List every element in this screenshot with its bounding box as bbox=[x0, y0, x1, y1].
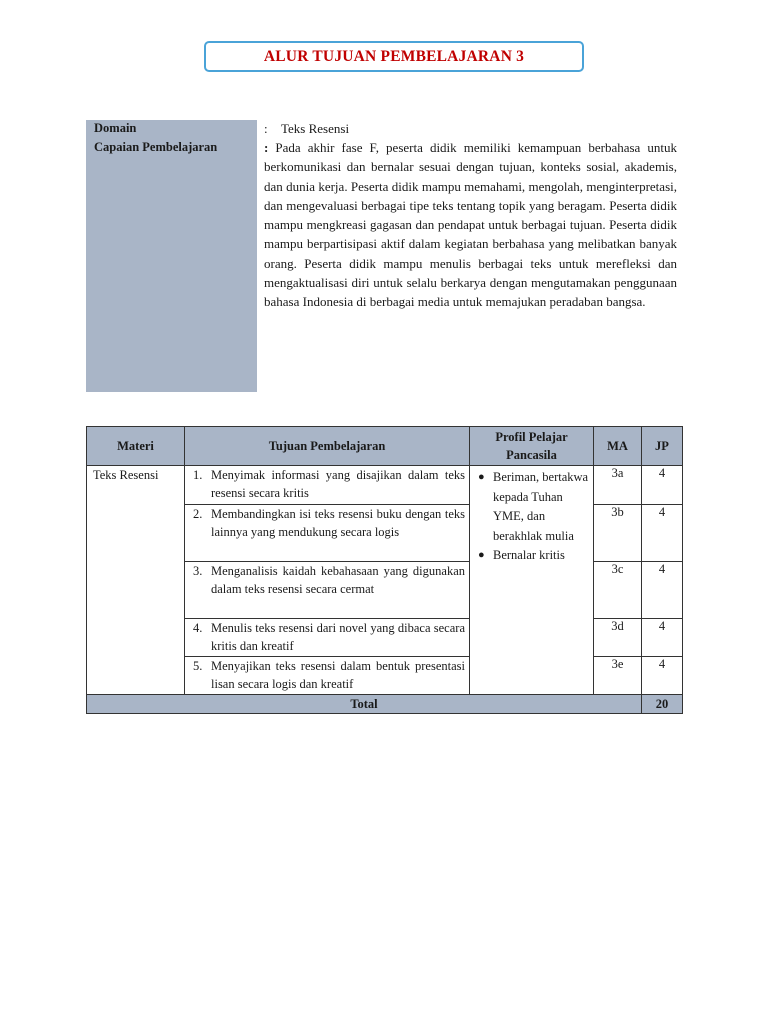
tujuan-text: Menyajikan teks resensi dalam bentuk presentasi lisan secara logis dan kreatif bbox=[211, 659, 465, 691]
jp-cell: 4 bbox=[642, 466, 683, 505]
tujuan-number: 3. bbox=[193, 564, 203, 578]
profil-text: Beriman, bertakwa kepada Tuhan YME, dan berakhlak mulia bbox=[493, 470, 589, 543]
cp-colon: : bbox=[264, 140, 269, 155]
header-profil: Profil Pelajar Pancasila bbox=[470, 427, 594, 466]
cp-text: Pada akhir fase F, peserta didik memiliki kemampuan berbahasa untuk berkomunikasi dan bernalar sesuai dengan tujuan, konteks sosial, akademis, dan dunia kerja. Peserta didik mampu memahami, mengolah, menginterpretasi, dan mengevaluasi berbagai tipe teks tentang topik yang beragam. Peserta didik mampu mengkreasi gagasan dan pendapat untuk berbagai tujuan. Peserta didik mampu berpartisipasi aktif dalam kegiatan berbahasa yang melibatkan banyak orang. Peserta didik mampu menulis berbagai teks untuk merefleksi dan mengaktualisasi diri untuk selalu berkarya dengan mengutamakan penggunaan bahasa Indonesia di berbagai media untuk memajukan peradaban bangsa. bbox=[264, 140, 678, 310]
tujuan-cell bbox=[185, 562, 470, 619]
ma-cell: 3b bbox=[594, 505, 642, 562]
tujuan-text: Membandingkan isi teks resensi buku dengan teks lainnya yang mendukung secara logis bbox=[211, 507, 465, 539]
tujuan-text: Menyimak informasi yang disajikan dalam teks resensi secara kritis bbox=[211, 468, 465, 500]
header-tujuan: Tujuan Pembelajaran bbox=[185, 427, 470, 466]
profil-cell bbox=[470, 466, 594, 695]
total-row bbox=[87, 695, 683, 714]
bullet-icon: ● bbox=[478, 549, 485, 561]
cp-paragraph bbox=[264, 138, 677, 312]
ma-cell: 3a bbox=[594, 466, 642, 505]
info-label-column bbox=[86, 120, 257, 392]
table-header-row bbox=[87, 427, 683, 466]
domain-label: Domain bbox=[94, 121, 137, 135]
tujuan-cell bbox=[185, 466, 470, 505]
header-materi: Materi bbox=[87, 427, 185, 466]
jp-cell: 4 bbox=[642, 619, 683, 657]
ma-cell: 3d bbox=[594, 619, 642, 657]
total-label: Total bbox=[87, 695, 642, 714]
domain-value: Teks Resensi bbox=[281, 121, 350, 136]
jp-cell: 4 bbox=[642, 657, 683, 695]
page-title-text: ALUR TUJUAN PEMBELAJARAN 3 bbox=[263, 47, 525, 65]
header-jp: JP bbox=[642, 427, 683, 466]
tujuan-number: 4. bbox=[193, 621, 203, 635]
ma-cell: 3c bbox=[594, 562, 642, 619]
jp-cell: 4 bbox=[642, 505, 683, 562]
bullet-icon: ● bbox=[478, 471, 485, 483]
tujuan-text: Menulis teks resensi dari novel yang dibaca secara kritis dan kreatif bbox=[211, 621, 465, 653]
profil-list bbox=[470, 466, 593, 566]
profil-item bbox=[478, 468, 589, 546]
tujuan-cell bbox=[185, 619, 470, 657]
tujuan-cell bbox=[185, 505, 470, 562]
materi-cell: Teks Resensi bbox=[87, 466, 185, 695]
cp-label: Capaian Pembelajaran bbox=[94, 140, 218, 154]
ma-cell: 3e bbox=[594, 657, 642, 695]
profil-text: Bernalar kritis bbox=[493, 548, 565, 562]
tujuan-text: Menganalisis kaidah kebahasaan yang digunakan dalam teks resensi secara cermat bbox=[211, 564, 465, 596]
tujuan-number: 1. bbox=[193, 468, 203, 482]
tujuan-number: 2. bbox=[193, 507, 203, 521]
tujuan-cell bbox=[185, 657, 470, 695]
total-value: 20 bbox=[642, 695, 683, 714]
page-title bbox=[204, 41, 584, 72]
atp-table bbox=[86, 426, 683, 714]
header-ma: MA bbox=[594, 427, 642, 466]
tujuan-number: 5. bbox=[193, 659, 203, 673]
jp-cell: 4 bbox=[642, 562, 683, 619]
profil-item bbox=[478, 546, 589, 566]
domain-colon: : bbox=[264, 121, 268, 136]
table-row bbox=[87, 466, 683, 505]
